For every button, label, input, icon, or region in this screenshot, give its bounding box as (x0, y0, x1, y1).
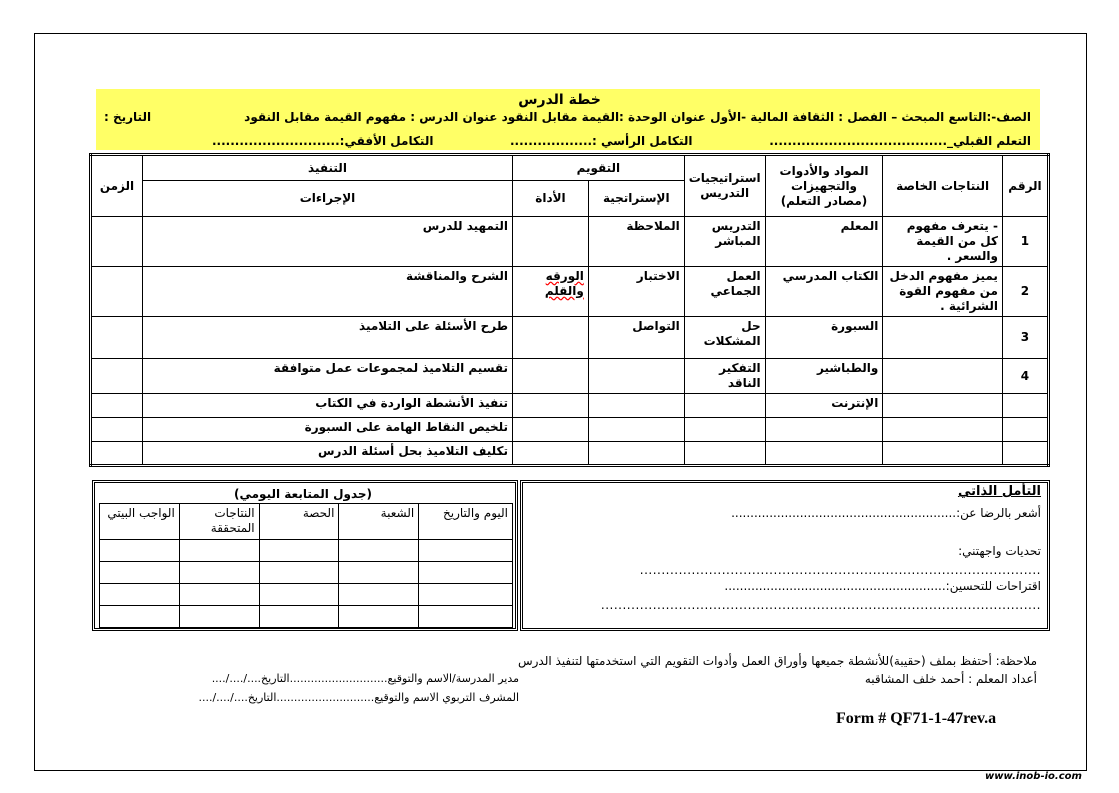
table-row (91, 217, 1049, 267)
cell-strategy: التدريس المباشر (684, 217, 765, 267)
cell-time (91, 394, 143, 418)
cell-eval-tool (513, 442, 589, 466)
cell-time (91, 317, 143, 359)
th-evaluation: التقويم (513, 155, 685, 181)
cell-eval-strategy (588, 394, 684, 418)
cell-time (91, 267, 143, 317)
table-row (91, 317, 1049, 359)
cell-eval-tool (513, 267, 589, 317)
form-code: Form # QF71-1-47rev.a (836, 710, 997, 727)
cell-eval-tool (513, 359, 589, 394)
cell-procedure: التمهيد للدرس (142, 217, 512, 267)
cell-eval-strategy: الاختبار (588, 267, 684, 317)
cell-procedure: طرح الأسئلة على التلاميذ (142, 317, 512, 359)
cell-procedure: الشرح والمناقشة (142, 267, 512, 317)
followup-title: (جدول المتابعة اليومي) (234, 487, 373, 501)
cell-eval-tool (513, 317, 589, 359)
cell-eval-strategy: الملاحظة (588, 217, 684, 267)
cell-strategy: العمل الجماعي (684, 267, 765, 317)
header-line1: الصف-:التاسع المبحث – الفصل : الثقافة المالية -الأول عنوان الوحدة :القيمة مقابل النقود عنوان الدرس : مفهوم القيمة مقابل النقود (244, 110, 1031, 124)
th-execution: التنفيذ (142, 155, 512, 181)
principal-signature: مدير المدرسة/الاسم والتوقيع............................التاريخ..../..../.... (211, 672, 519, 685)
horizontal-integration: التكامل الأفقي:............................ (212, 134, 434, 148)
cell-procedure: تنفيذ الأنشطة الواردة في الكتاب (142, 394, 512, 418)
cell-procedure: تلخيص النقاط الهامة على السبورة (142, 418, 512, 442)
eval-tool-text: الورقه والقلم (544, 269, 584, 298)
cell-material (765, 418, 883, 442)
reflection-title: التأمل الذاتي (957, 484, 1041, 499)
cell-number (1002, 418, 1048, 442)
cell-procedure: تكليف التلاميذ بحل أسئلة الدرس (142, 442, 512, 466)
th-day-date: اليوم والتاريخ (419, 504, 513, 540)
cell-number (1002, 442, 1048, 466)
lesson-plan-table (89, 153, 1050, 467)
table-row (100, 540, 513, 562)
cell-time (91, 418, 143, 442)
followup-table (99, 503, 513, 628)
table-row (91, 267, 1049, 317)
cell-time (91, 359, 143, 394)
cell-eval-tool (513, 418, 589, 442)
th-eval-tool: الأداة (513, 181, 589, 217)
cell-outcome (883, 442, 1003, 466)
table-row (91, 359, 1049, 394)
reflection-q2-dots: ............................................................................................. (639, 563, 1041, 577)
cell-strategy (684, 394, 765, 418)
th-number: الرقم (1002, 155, 1048, 217)
th-period: الحصة (259, 504, 339, 540)
th-outcomes: النتاجات الخاصة (883, 155, 1003, 217)
prepared-by: أعداد المعلم : أحمد خلف المشاقبه (864, 672, 1037, 686)
cell-number: 3 (1002, 317, 1048, 359)
cell-outcome: - يتعرف مفهوم كل من القيمة والسعر . (883, 217, 1003, 267)
cell-eval-strategy (588, 442, 684, 466)
reflection-q3: اقتراحات للتحسين:.......................................................... (724, 579, 1041, 593)
cell-outcome (883, 317, 1003, 359)
date-label: التاريخ : (104, 110, 152, 124)
cell-outcome: يميز مفهوم الدخل من مفهوم القوة الشرائية . (883, 267, 1003, 317)
cell-outcome (883, 418, 1003, 442)
prior-learning: التعلم القبلي_....................................... (769, 134, 1031, 148)
supervisor-signature: المشرف التربوي الاسم والتوقيع............................التاريخ..../..../.... (198, 691, 519, 704)
cell-time (91, 217, 143, 267)
cell-material: الإنترنت (765, 394, 883, 418)
cell-strategy: حل المشكلات (684, 317, 765, 359)
cell-material (765, 442, 883, 466)
reflection-q2: تحديات واجهتني: (958, 544, 1041, 558)
cell-strategy: التفكير الناقد (684, 359, 765, 394)
th-achieved: النتاجات المتحققة (179, 504, 259, 540)
table-row (91, 418, 1049, 442)
cell-outcome (883, 359, 1003, 394)
note-text: ملاحظة: أحتفظ بملف (حقيبة)للأنشطة جميعها وأوراق العمل وأدوات التقويم التي استخدمتها لتنفيذ الدرس (517, 654, 1037, 668)
th-strategies: استراتيجيات التدريس (684, 155, 765, 217)
cell-strategy (684, 442, 765, 466)
th-time: الزمن (91, 155, 143, 217)
cell-material: المعلم (765, 217, 883, 267)
cell-strategy (684, 418, 765, 442)
table-row (91, 442, 1049, 466)
website-link[interactable]: www.inob-io.com (985, 771, 1082, 782)
reflection-q3-dots: ...................................................................................................... (600, 598, 1041, 612)
cell-number: 2 (1002, 267, 1048, 317)
cell-number: 4 (1002, 359, 1048, 394)
th-section: الشعبة (339, 504, 419, 540)
th-homework: الواجب البيتي (100, 504, 180, 540)
cell-eval-strategy: التواصل (588, 317, 684, 359)
cell-eval-tool (513, 394, 589, 418)
page-title: خطة الدرس (518, 92, 601, 108)
cell-number (1002, 394, 1048, 418)
table-row (100, 584, 513, 606)
vertical-integration: التكامل الرأسي :.................. (510, 134, 693, 148)
table-row (91, 394, 1049, 418)
cell-procedure: تقسيم التلاميذ لمجموعات عمل متوافقة (142, 359, 512, 394)
cell-number: 1 (1002, 217, 1048, 267)
th-eval-strategy: الإستراتجية (588, 181, 684, 217)
cell-eval-strategy (588, 418, 684, 442)
table-row (100, 606, 513, 628)
cell-eval-tool (513, 217, 589, 267)
table-row (100, 562, 513, 584)
cell-material: والطباشير (765, 359, 883, 394)
th-procedures: الإجراءات (142, 181, 512, 217)
cell-outcome (883, 394, 1003, 418)
reflection-q1: أشعر بالرضا عن:........................................................... (731, 506, 1041, 520)
cell-time (91, 442, 143, 466)
cell-material: الكتاب المدرسي (765, 267, 883, 317)
cell-eval-strategy (588, 359, 684, 394)
th-materials: المواد والأدوات والتجهيزات (مصادر التعلم) (765, 155, 883, 217)
cell-material: السبورة (765, 317, 883, 359)
